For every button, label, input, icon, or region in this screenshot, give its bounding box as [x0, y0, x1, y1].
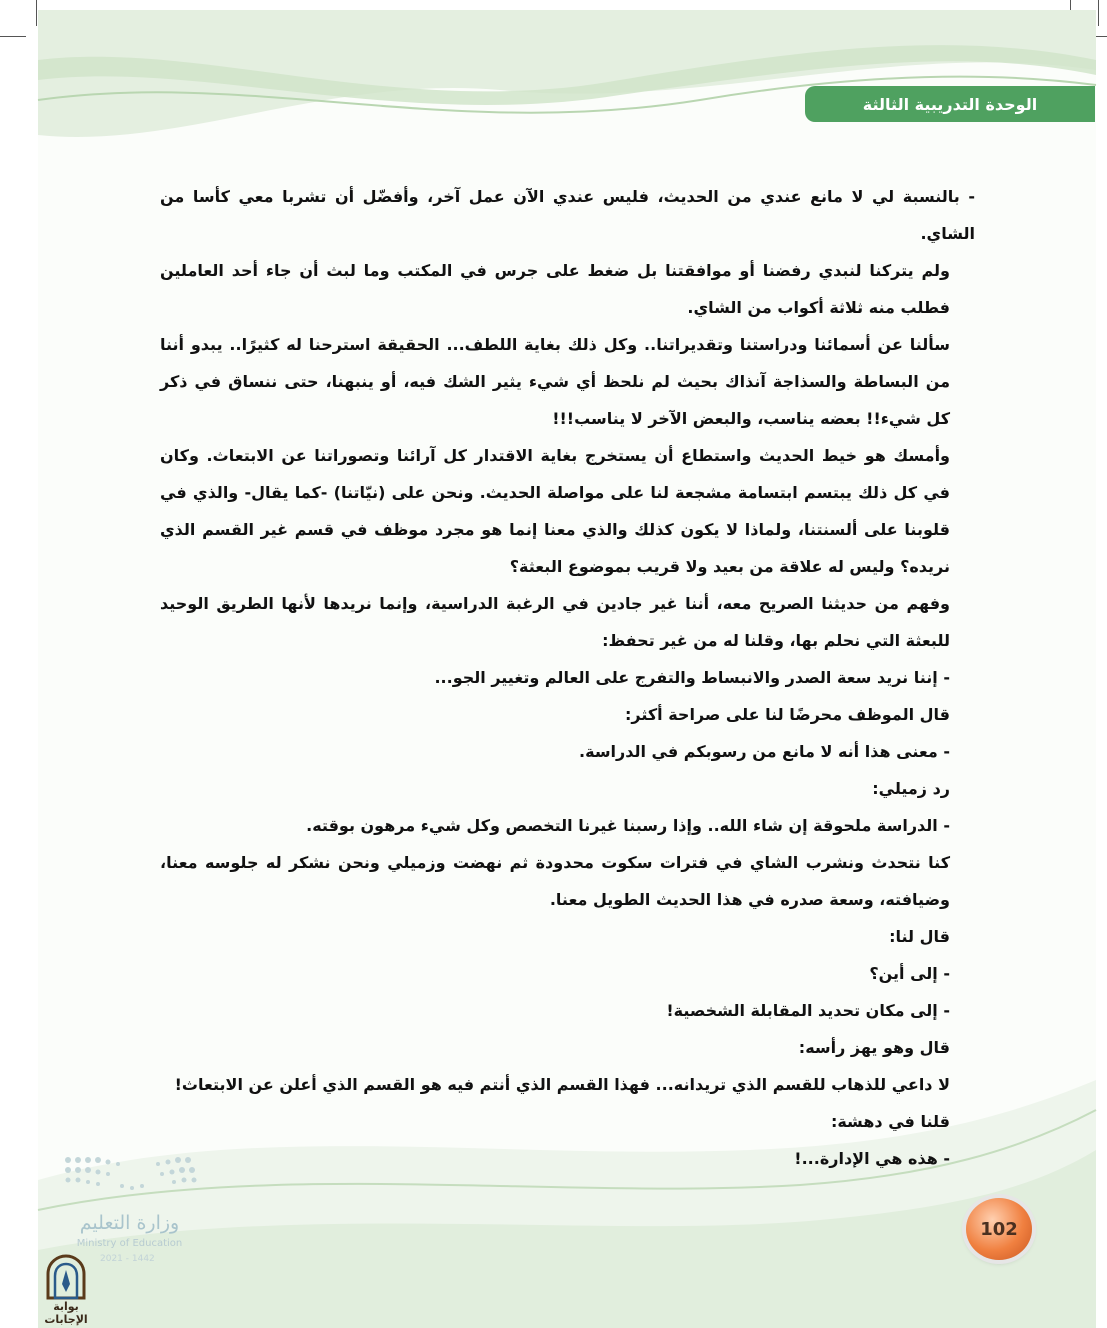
ministry-year: 2021 - 1442 [100, 1254, 155, 1264]
paragraph: - هذه هي الإدارة...! [794, 1149, 950, 1168]
paragraph: - بالنسبة لي لا مانع عندي من الحديث، فليس عندي الآن عمل آخر، وأفضّل أن تشربا معي كأسا من الشاي. [160, 187, 975, 243]
paragraph: قال لنا: [889, 927, 950, 946]
paragraph: - معنى هذا أنه لا مانع من رسوبكم في الدراسة. [579, 742, 950, 761]
paragraph: قال وهو يهز رأسه: [798, 1038, 950, 1057]
paragraph: قلنا في دهشة: [830, 1112, 950, 1131]
ministry-dots-icon [62, 1150, 202, 1210]
story-text [160, 178, 975, 1177]
paragraph: - إلى أين؟ [869, 964, 950, 983]
paragraph: لا داعي للذهاب للقسم الذي تريدانه... فهذا القسم الذي أنتم فيه هو القسم الذي أعلن عن الابتعاث! [174, 1075, 950, 1094]
page-number: 102 [980, 1218, 1018, 1240]
paragraph: ولم يتركنا لنبدي رفضنا أو موافقتنا بل ضغط على جرس في المكتب وما لبث أن جاء أحد العاملين فطلب منه ثلاثة أكواب من الشاي. [160, 261, 950, 317]
page-number-badge [966, 1198, 1032, 1260]
site-name: بوابة الإجابات [44, 1300, 88, 1326]
ministry-name-english: Ministry of Education [76, 1238, 183, 1249]
ministry-name-arabic: وزارة التعليم [79, 1212, 180, 1234]
unit-title: الوحدة التدريبية الثالثة [862, 94, 1038, 114]
paragraph: - الدراسة ملحوقة إن شاء الله.. وإذا رسبنا غيرنا التخصص وكل شيء مرهون بوقته. [306, 816, 950, 835]
gate-icon [44, 1254, 88, 1300]
paragraph: رد زميلي: [872, 779, 950, 798]
ministry-of-education-logo [62, 1150, 202, 1270]
paragraph: وفهم من حديثنا الصريح معه، أننا غير جادين في الرغبة الدراسية، وإنما نريدها لأنها الطريق الوحيد للبعثة التي نحلم بها، وقلنا له من غير تحفظ: [160, 594, 950, 650]
paragraph: وأمسك هو خيط الحديث واستطاع أن يستخرج بغاية الاقتدار كل آرائنا وتصوراتنا عن الابتعاث. وكان في كل ذلك يبتسم ابتسامة مشجعة لنا على مواصلة الحديث. ونحن على (نيّاتنا) -كما يقال- والذي في قلوبنا على ألسنتنا، ولماذا لا يكون كذلك والذي معنا إنما هو مجرد موظف في قسم غير القسم الذي نريده؟ وليس له علاقة من بعيد ولا قريب بموضوع البعثة؟ [160, 446, 950, 576]
paragraph: سألنا عن أسمائنا ودراستنا وتقديراتنا.. وكل ذلك بغاية اللطف... الحقيقة استرحنا له كثيرًا.. يبدو أننا من البساطة والسذاجة آنذاك بحيث لم نلحظ أي شيء يثير الشك فيه، أو ينبهنا، حتى ننساق في ذكر كل شيء!! بعضه يناسب، والبعض الآخر لا يناسب!!! [160, 335, 950, 428]
unit-title-banner [805, 86, 1095, 122]
paragraph: قال الموظف محرضًا لنا على صراحة أكثر: [624, 705, 950, 724]
site-watermark [30, 1254, 102, 1324]
paragraph: - إلى مكان تحديد المقابلة الشخصية! [666, 1001, 950, 1020]
paragraph: كنا نتحدث ونشرب الشاي في فترات سكوت محدودة ثم نهضت وزميلي ونحن نشكر له جلوسه معنا، وضيافته، وسعة صدره في هذا الحديث الطويل معنا. [160, 853, 950, 909]
paragraph: - إننا نريد سعة الصدر والانبساط والتفرج على العالم وتغيير الجو... [434, 668, 950, 687]
